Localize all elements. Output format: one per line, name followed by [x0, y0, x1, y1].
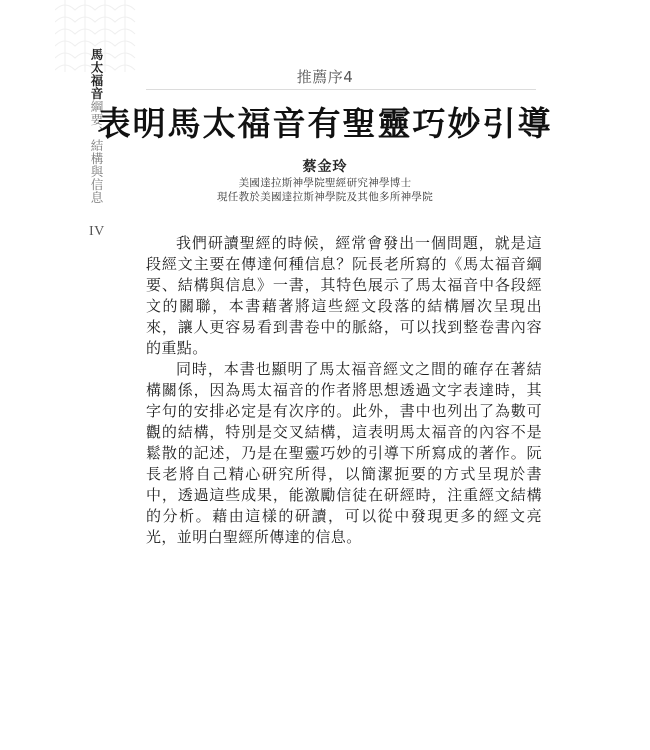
author-block	[0, 158, 650, 204]
author-position: 現任教於美國達拉斯神學院及其他多所神學院	[217, 191, 433, 203]
page-title: 表明馬太福音有聖靈巧妙引導	[97, 104, 553, 143]
page-number: IV	[89, 224, 105, 239]
paragraph: 同時，本書也顯明了馬太福音經文之間的確存在著結構關係，因為馬太福音的作者將思想透過文字表達時，其字句的安排必定是有次序的。此外，書中也列出了為數可觀的結構，特別是交叉結構，這表明馬太福音的內容不是鬆散的記述，乃是在聖靈巧妙的引導下所寫成的著作。阮長老將自己精心研究所得，以簡潔扼要的方式呈現於書中，透過這些成果，能激勵信徒在研經時，注重經文結構的分析。藉由這樣的研讀，可以從中發現更多的經文亮光，並明白聖經所傳達的信息。	[146, 360, 542, 546]
body-text	[146, 233, 542, 548]
author-name: 蔡金玲	[302, 159, 348, 175]
paragraph: 我們研讀聖經的時候，經常會發出一個問題，就是這段經文主要在傳達何種信息？阮長老所寫的《馬太福音綱要、結構與信息》一書，其特色展示了馬太福音中各段經文的關聯，本書藉著將這些經文段落的結構層次呈現出來，讓人更容易看到書卷中的脈絡，可以找到整卷書內容的重點。	[146, 234, 542, 357]
running-header-subtitle: 綱要、結構與信息	[89, 100, 104, 204]
section-label: 推薦序4	[296, 68, 354, 86]
running-header-book: 馬太福音	[89, 48, 104, 100]
header-divider	[146, 89, 536, 90]
author-credential: 美國達拉斯神學院聖經研究神學博士	[238, 177, 412, 189]
